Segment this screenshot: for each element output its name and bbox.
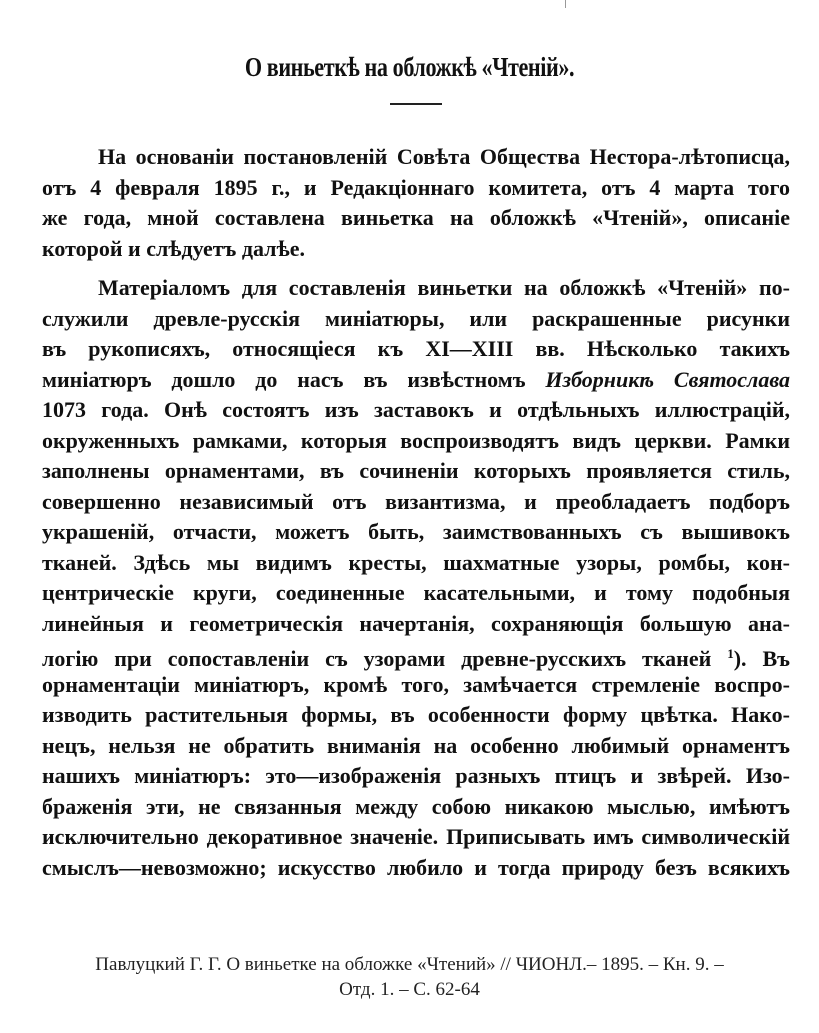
text-line — [42, 639, 790, 670]
text-segment: совершенно независимый отъ византизма, и преобладаетъ подборъ — [42, 488, 790, 514]
text-line — [42, 334, 790, 365]
text-segment: ). Въ — [733, 646, 790, 671]
article-title: О виньеткѣ на обложкѣ «Чтеній». — [244, 52, 575, 82]
text-line — [42, 273, 790, 304]
text-segment: окруженныхъ рамками, которыя воспроизводятъ видъ церкви. Рамки — [42, 427, 790, 453]
text-line — [42, 203, 790, 234]
text-segment: браженія эти, не связанныя между собою никакою мыслью, имѣютъ — [42, 793, 790, 819]
text-line — [42, 456, 790, 487]
text-segment: отъ 4 февраля 1895 г., и Редакціоннаго комитета, отъ 4 марта того — [42, 174, 790, 200]
text-line — [42, 761, 790, 792]
text-line — [42, 426, 790, 457]
italic-text: Изборникѣ Святослава — [545, 366, 790, 392]
text-line — [42, 853, 790, 884]
text-line — [42, 395, 790, 426]
title-divider — [390, 103, 442, 105]
text-line — [42, 578, 790, 609]
text-segment: изводить растительныя формы, въ особенности форму цвѣтка. Нако- — [42, 702, 790, 727]
text-line — [42, 234, 790, 265]
caption-line-1: Павлуцкий Г. Г. О виньетке на обложке «Чтений» // ЧИОНЛ.– 1895. – Кн. 9. – — [95, 954, 724, 975]
text-segment: Матеріаломъ для составленія виньетки на обложкѣ «Чтеній» по- — [98, 275, 790, 300]
text-line — [42, 517, 790, 548]
text-segment: логію при сопоставленіи съ узорами древне-русскихъ тканей — [42, 646, 728, 671]
text-segment: нашихъ миніатюръ: это—изображенія разныхъ птицъ и звѣрей. Изо- — [42, 763, 790, 788]
text-segment: тканей. Здѣсь мы видимъ кресты, шахматные узоры, ромбы, кон- — [42, 549, 790, 575]
text-line — [42, 548, 790, 579]
footnote-mark: 1 — [727, 646, 734, 661]
caption-line-2: Отд. 1. – С. 62-64 — [339, 979, 480, 1000]
text-line — [42, 142, 790, 173]
text-segment: На основаніи постановленій Совѣта Общества Нестора-лѣтописца, — [98, 144, 790, 169]
text-segment: въ рукописяхъ, относящіеся къ XI—XIII вв. Нѣсколько такихъ — [42, 336, 790, 361]
text-line — [42, 670, 790, 701]
text-segment: нецъ, нельзя не обратить вниманія на особенно любимый орнаментъ — [42, 732, 790, 758]
text-segment: 1073 года. Онѣ состоятъ изъ заставокъ и отдѣльныхъ иллюстрацій, — [42, 397, 790, 422]
paragraph — [42, 273, 790, 883]
text-segment: линейныя и геометрическія начертанія, сохраняющія большую ана- — [42, 610, 790, 636]
text-line — [42, 700, 790, 731]
text-segment: которой и слѣдуетъ далѣе. — [42, 235, 305, 261]
text-segment: заполнены орнаментами, въ сочиненіи которыхъ проявляется стиль, — [42, 458, 790, 483]
text-line — [42, 365, 790, 396]
text-segment: украшеній, отчасти, можетъ быть, заимствованныхъ съ вышивокъ — [42, 519, 790, 544]
text-line — [42, 487, 790, 518]
text-line — [42, 731, 790, 762]
text-segment: же года, мной составлена виньетка на обложкѣ «Чтеній», описаніе — [42, 205, 790, 230]
text-line — [42, 173, 790, 204]
text-segment: исключительно декоративное значеніе. Приписывать имъ символическій — [42, 824, 790, 849]
citation-caption — [0, 952, 819, 1002]
text-line — [42, 822, 790, 853]
text-segment: смыслъ—невозможно; искусство любило и тогда природу безъ всякихъ — [42, 854, 790, 880]
text-line — [42, 609, 790, 640]
paragraph — [42, 142, 790, 264]
text-line — [42, 304, 790, 335]
text-segment: орнаментаціи миніатюръ, кромѣ того, замѣчается стремленіе воспро- — [42, 671, 790, 697]
article-body — [42, 142, 790, 883]
text-segment: миніатюръ дошло до насъ въ извѣстномъ — [42, 366, 546, 392]
scan-mark — [565, 0, 566, 8]
text-segment: служили древле-русскія миніатюры, или раскрашенные рисунки — [42, 305, 790, 331]
text-line — [42, 792, 790, 823]
text-segment: центрическіе круги, соединенные касательными, и тому подобныя — [42, 580, 790, 605]
